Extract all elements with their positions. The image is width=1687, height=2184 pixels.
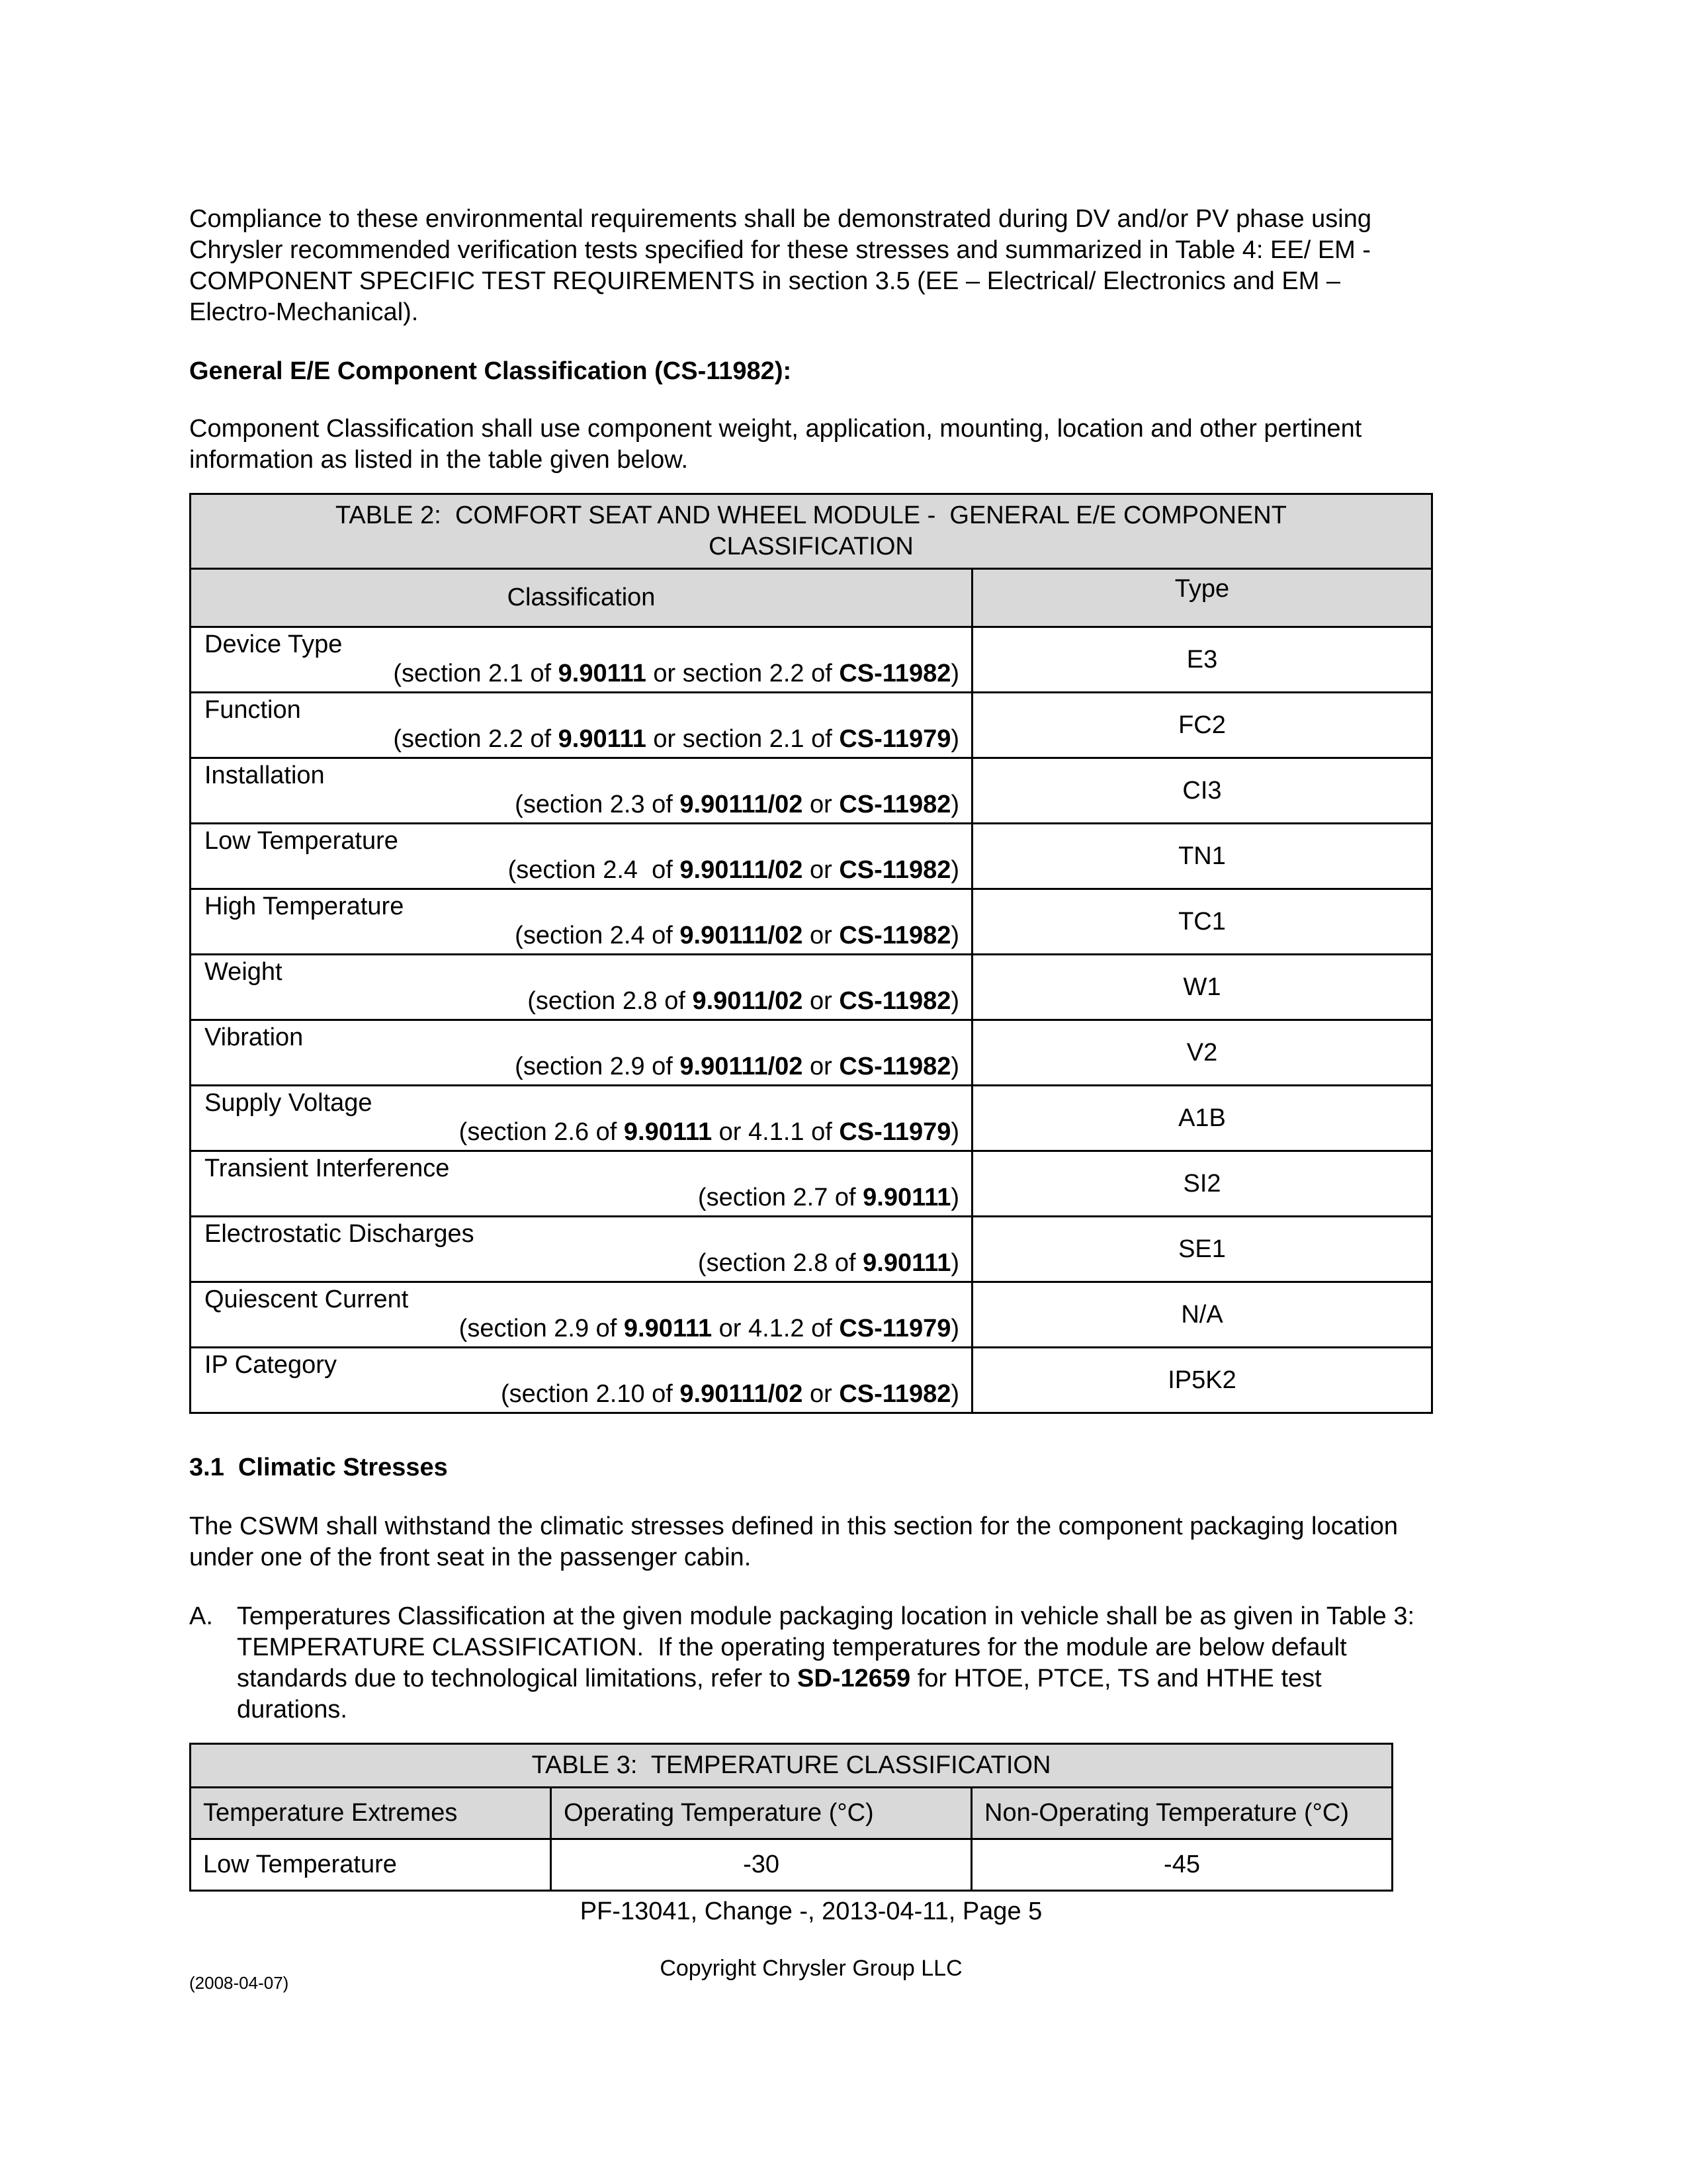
text-segment: (section 2.6 of: [458, 1118, 624, 1146]
table2-header-row: [191, 569, 1432, 627]
table2-row: [191, 889, 1432, 955]
list-item-a: [189, 1601, 1433, 1725]
classification-label: Supply Voltage: [204, 1089, 372, 1117]
table3-cell: Low Temperature: [191, 1839, 551, 1891]
table3-temperature-classification: [189, 1743, 1393, 1892]
type-value-cell: N/A: [973, 1282, 1432, 1348]
classification-section-reference: [204, 1183, 959, 1212]
table2-title: TABLE 2: COMFORT SEAT AND WHEEL MODULE - GENERAL E/E COMPONENT CLASSIFICATION: [191, 494, 1432, 569]
classification-section-reference: [204, 921, 959, 950]
type-value-cell: TN1: [973, 824, 1432, 889]
classification-cell: [191, 1348, 973, 1413]
classification-label: Low Temperature: [204, 827, 398, 855]
text-segment: (section 2.3 of: [515, 791, 680, 818]
doc-reference: CS-11982: [839, 987, 951, 1015]
text-segment: ): [951, 1184, 959, 1211]
text-segment: (section 2.8 of: [697, 1249, 863, 1277]
text-segment: ): [951, 1380, 959, 1408]
footer-doc-info: PF-13041, Change -, 2013-04-11, Page 5: [580, 1898, 1043, 1925]
classification-cell: [191, 955, 973, 1020]
type-value-cell: A1B: [973, 1086, 1432, 1151]
classification-label: Electrostatic Discharges: [204, 1220, 474, 1248]
text-segment: ): [951, 1053, 959, 1080]
table3-header-row: [191, 1788, 1393, 1839]
text-segment: or: [802, 791, 840, 818]
doc-reference: 9.90111/02: [679, 791, 803, 818]
text-segment: ): [951, 1118, 959, 1146]
text-segment: (section 2.2 of: [393, 725, 558, 753]
footer-doc-date: (2008-04-07): [189, 1973, 289, 1993]
text-segment: (section 2.9 of: [458, 1315, 624, 1342]
doc-reference: 9.90111: [623, 1315, 713, 1342]
doc-reference: 9.90111/02: [679, 1380, 803, 1408]
classification-section-reference: [204, 1314, 959, 1343]
text-segment: ): [951, 922, 959, 949]
type-value-cell: IP5K2: [973, 1348, 1432, 1413]
type-value-cell: FC2: [973, 693, 1432, 758]
classification-label: Installation: [204, 762, 325, 789]
text-segment: (section 2.9 of: [515, 1053, 680, 1080]
table2-title-row: [191, 494, 1432, 569]
text-segment: or 4.1.2 of: [712, 1315, 840, 1342]
text-segment: or: [802, 856, 840, 884]
text-segment: (section 2.8 of: [527, 987, 693, 1015]
text-segment: (section 2.1 of: [393, 660, 558, 687]
doc-reference: 9.90111: [863, 1184, 951, 1211]
text-segment: ): [951, 1315, 959, 1342]
table3-body: [191, 1839, 1393, 1891]
text-segment: (section 2.10 of: [501, 1380, 680, 1408]
table3-header-cell: Operating Temperature (°C): [551, 1788, 972, 1839]
doc-reference: 9.9011/02: [692, 987, 803, 1015]
text-segment: or: [802, 1053, 840, 1080]
classification-cell: [191, 1020, 973, 1086]
table3-cell: -45: [972, 1839, 1393, 1891]
doc-reference: CS-11982: [839, 1380, 951, 1408]
classification-cell: [191, 1217, 973, 1282]
table2-row: [191, 1217, 1432, 1282]
classification-label: Quiescent Current: [204, 1286, 409, 1313]
text-segment: or: [802, 987, 840, 1015]
doc-reference: CS-11979: [839, 1315, 951, 1342]
classification-cell: [191, 889, 973, 955]
text-segment: (section 2.4 of: [507, 856, 680, 884]
intro-paragraph: Compliance to these environmental requirements shall be demonstrated during DV and/or PV phase using Chrysler recommended verification tests specified for these stresses and summarized in Table 4: EE/ EM - COMPONENT SPECIFIC TEST REQUIREMENTS in section 3.5 (EE – Electrical/ Electronics and EM – Electro-Mechanical).: [189, 205, 1379, 326]
doc-reference: CS-11982: [839, 922, 951, 949]
doc-reference: CS-11982: [839, 1053, 951, 1080]
doc-reference: 9.90111: [558, 660, 646, 687]
table2-header-type: Type: [973, 569, 1432, 627]
table2-row: [191, 824, 1432, 889]
general-classification-heading: General E/E Component Classification (CS-11982):: [189, 357, 792, 385]
table3-title: TABLE 3: TEMPERATURE CLASSIFICATION: [191, 1744, 1393, 1788]
doc-reference: CS-11979: [839, 1118, 951, 1146]
component-classification-paragraph: Component Classification shall use component weight, application, mounting, location and other pertinent information as listed in the table given below.: [189, 415, 1369, 474]
classification-label: Weight: [204, 958, 282, 986]
table2-general-ee-classification: [189, 493, 1433, 1414]
text-segment: ): [951, 725, 959, 753]
type-value-cell: SE1: [973, 1217, 1432, 1282]
type-value-cell: W1: [973, 955, 1432, 1020]
classification-label: Function: [204, 696, 301, 724]
text-segment: or section 2.1 of: [646, 725, 840, 753]
doc-reference: CS-11982: [839, 791, 951, 818]
table3-header-cell: Temperature Extremes: [191, 1788, 551, 1839]
list-item-a-text: [237, 1601, 1433, 1725]
table2-row: [191, 758, 1432, 824]
text-segment: for HTOE, PTCE, TS and HTHE test durations.: [237, 1665, 1329, 1724]
document-content: [189, 204, 1433, 1892]
section-3-1-heading: 3.1 Climatic Stresses: [189, 1454, 448, 1481]
doc-reference: CS-11979: [839, 725, 951, 753]
doc-reference: 9.90111: [623, 1118, 713, 1146]
type-value-cell: SI2: [973, 1151, 1432, 1217]
type-value-cell: V2: [973, 1020, 1432, 1086]
classification-section-reference: [204, 790, 959, 819]
text-segment: (section 2.4 of: [515, 922, 680, 949]
table2-row: [191, 627, 1432, 693]
table2-body: [191, 627, 1432, 1413]
doc-reference: CS-11982: [839, 856, 951, 884]
classification-section-reference: [204, 1248, 959, 1278]
cswm-paragraph: The CSWM shall withstand the climatic stresses defined in this section for the component packaging location under one of the front seat in the passenger cabin.: [189, 1512, 1405, 1571]
type-value-cell: CI3: [973, 758, 1432, 824]
text-segment: ): [951, 987, 959, 1015]
classification-cell: [191, 1151, 973, 1217]
text-segment: Temperatures Classification at the given module packaging location in vehicle shall be as given in Table 3: TEMPERATURE CLASSIFICATION. If the operating temperatures for the module are below default standards due to technological limitations, refer to: [237, 1602, 1421, 1692]
table2-row: [191, 1151, 1432, 1217]
table2-row: [191, 1020, 1432, 1086]
text-segment: or 4.1.1 of: [712, 1118, 840, 1146]
classification-cell: [191, 1086, 973, 1151]
classification-label: Device Type: [204, 631, 343, 658]
classification-section-reference: [204, 855, 959, 885]
table2-row: [191, 1282, 1432, 1348]
classification-section-reference: [204, 659, 959, 688]
classification-section-reference: [204, 724, 959, 754]
text-segment: ): [951, 791, 959, 818]
doc-reference: 9.90111/02: [679, 1053, 803, 1080]
table2-row: [191, 1086, 1432, 1151]
text-segment: ): [951, 1249, 959, 1277]
doc-reference: CS-11982: [839, 660, 951, 687]
classification-cell: [191, 824, 973, 889]
classification-section-reference: [204, 1052, 959, 1081]
classification-label: Transient Interference: [204, 1155, 450, 1182]
classification-section-reference: [204, 1379, 959, 1409]
classification-section-reference: [204, 1117, 959, 1147]
type-value-cell: TC1: [973, 889, 1432, 955]
doc-reference: 9.90111/02: [679, 856, 803, 884]
type-value-cell: E3: [973, 627, 1432, 693]
classification-cell: [191, 1282, 973, 1348]
classification-cell: [191, 627, 973, 693]
classification-label: Vibration: [204, 1024, 304, 1051]
classification-label: High Temperature: [204, 893, 404, 920]
table2-row: [191, 693, 1432, 758]
footer-copyright: Copyright Chrysler Group LLC: [660, 1956, 963, 1981]
text-segment: or: [802, 922, 840, 949]
text-segment: (section 2.7 of: [697, 1184, 863, 1211]
doc-reference: SD-12659: [797, 1665, 911, 1692]
doc-reference: 9.90111: [558, 725, 646, 753]
classification-section-reference: [204, 986, 959, 1016]
table3-title-row: [191, 1744, 1393, 1788]
list-item-a-marker: A.: [189, 1602, 213, 1630]
table3-cell: -30: [551, 1839, 972, 1891]
doc-reference: 9.90111: [863, 1249, 951, 1277]
classification-cell: [191, 758, 973, 824]
table3-row: [191, 1839, 1393, 1891]
text-segment: ): [951, 660, 959, 687]
text-segment: ): [951, 856, 959, 884]
table2-header-classification: Classification: [191, 569, 973, 627]
table2-row: [191, 955, 1432, 1020]
classification-label: IP Category: [204, 1351, 337, 1379]
doc-reference: 9.90111/02: [679, 922, 803, 949]
table3-header-cell: Non-Operating Temperature (°C): [972, 1788, 1393, 1839]
classification-cell: [191, 693, 973, 758]
text-segment: or: [802, 1380, 840, 1408]
table2-row: [191, 1348, 1432, 1413]
text-segment: or section 2.2 of: [646, 660, 840, 687]
